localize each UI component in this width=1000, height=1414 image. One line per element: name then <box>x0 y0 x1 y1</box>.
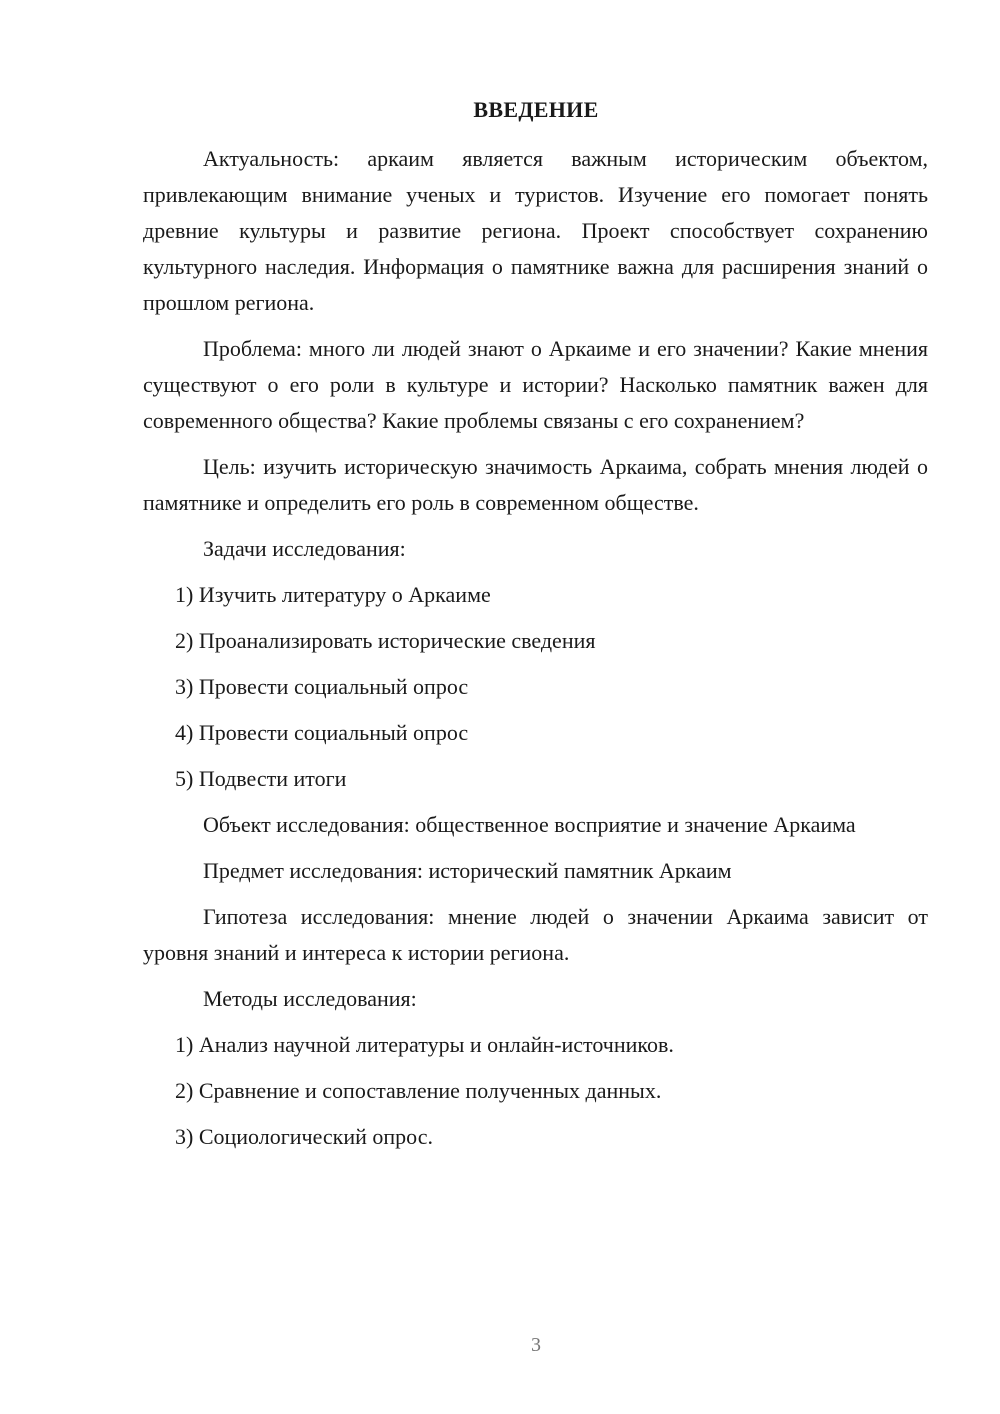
list-item: 3) Провести социальный опрос <box>175 674 469 699</box>
document-body <box>143 141 928 1165</box>
subject-paragraph: Предмет исследования: исторический памятник Аркаим <box>203 858 732 883</box>
list-item: 2) Проанализировать исторические сведения <box>175 628 596 653</box>
page-title: ВВЕДЕНИЕ <box>473 97 599 122</box>
tasks-heading: Задачи исследования: <box>203 536 406 561</box>
object-paragraph: Объект исследования: общественное восприятие и значение Аркаима <box>203 812 856 837</box>
list-item: 1) Анализ научной литературы и онлайн-источников. <box>175 1032 674 1057</box>
relevance-paragraph: Актуальность: аркаим является важным историческим объектом, привлекающим внимание ученых и туристов. Изучение его помогает понять древние культуры и развитие региона. Проект способствует сохранению культурного наследия. Информация о памятнике важна для расширения знаний о прошлом региона. <box>143 146 928 315</box>
tasks-list <box>143 577 928 797</box>
list-item: 5) Подвести итоги <box>175 766 347 791</box>
list-item: 2) Сравнение и сопоставление полученных данных. <box>175 1078 662 1103</box>
problem-paragraph: Проблема: много ли людей знают о Аркаиме и его значении? Какие мнения существуют о его роли в культуре и истории? Насколько памятник важен для современного общества? Какие проблемы связаны с его сохранением? <box>143 336 928 433</box>
methods-list <box>143 1027 928 1155</box>
list-item: 1) Изучить литературу о Аркаиме <box>175 582 491 607</box>
hypothesis-paragraph: Гипотеза исследования: мнение людей о значении Аркаима зависит от уровня знаний и интереса к истории региона. <box>143 904 928 965</box>
list-item: 4) Провести социальный опрос <box>175 720 469 745</box>
page-number: 3 <box>531 1334 541 1356</box>
goal-paragraph: Цель: изучить историческую значимость Аркаима, собрать мнения людей о памятнике и определить его роль в современном обществе. <box>143 454 928 515</box>
list-item: 3) Социологический опрос. <box>175 1124 433 1149</box>
methods-heading: Методы исследования: <box>203 986 417 1011</box>
